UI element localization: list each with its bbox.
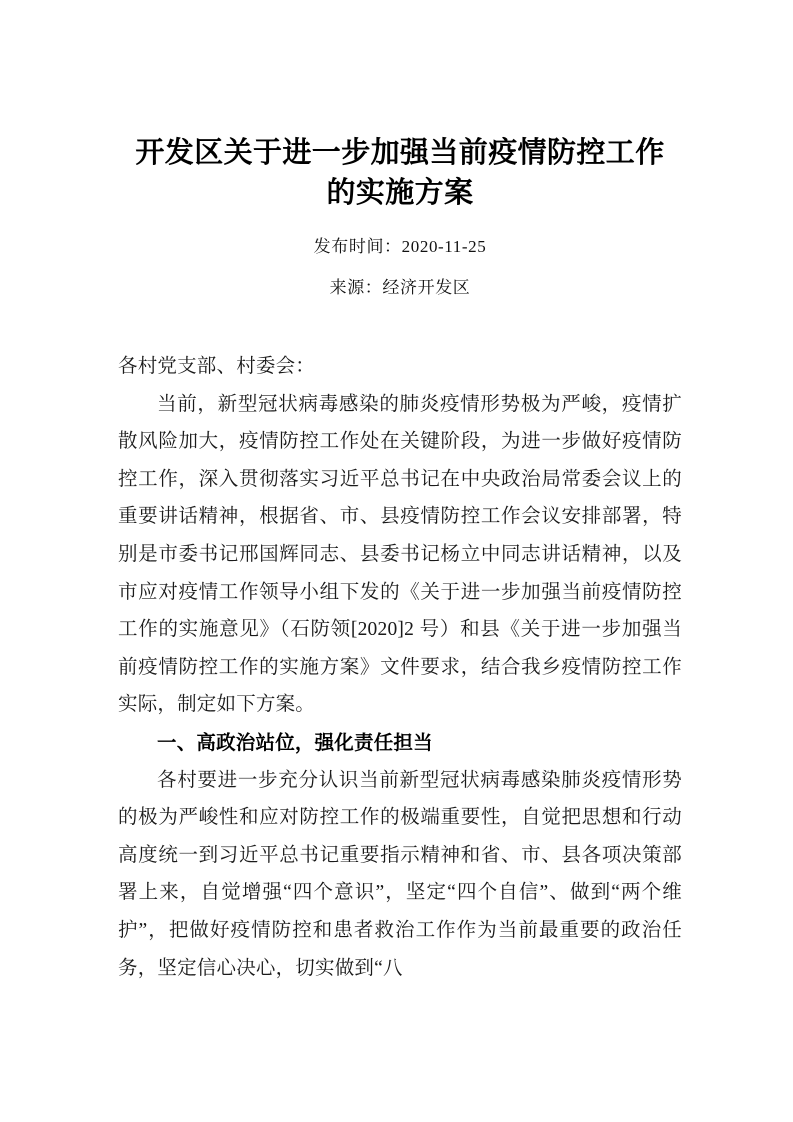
document-content — [118, 348, 682, 987]
section-1-paragraph: 各村要进一步充分认识当前新型冠状病毒感染肺炎疫情形势的极为严峻性和应对防控工作的极端重要性，自觉把思想和行动高度统一到习近平总书记重要指示精神和省、市、县各项决策部署上来，自觉增强“四个意识”，坚定“四个自信”、做到“两个维护”，把做好疫情防控和患者救治工作作为当前最重要的政治任务，坚定信心决心，切实做到“八 — [118, 769, 682, 979]
source-label: 来源：经济开发区 — [329, 278, 471, 297]
section-heading-1: 一、高政治站位，强化责任担当 — [157, 730, 433, 754]
page-title: 开发区关于进一步加强当前疫情防控工作的实施方案 — [135, 137, 665, 209]
title-block — [118, 0, 682, 300]
paragraph-intro: 当前，新型冠状病毒感染的肺炎疫情形势极为严峻，疫情扩散风险加大，疫情防控工作处在关键阶段，为进一步做好疫情防控工作，深入贯彻落实习近平总书记在中央政治局常委会议上的重要讲话精神，根据省、市、县疫情防控工作会议安排部署，特别是市委书记邢国辉同志、县委书记杨立中同志讲话精神，以及市应对疫情工作领导小组下发的《关于进一步加强当前疫情防控工作的实施意见》（石防领[2020]2 号）和县《关于进一步加强当前疫情防控工作的实施方案》文件要求，结合我乡疫情防控工作实际，制定如下方案。 — [118, 393, 682, 716]
salutation: 各村党支部、村委会： — [118, 356, 316, 377]
publish-time: 发布时间：2020-11-25 — [313, 237, 487, 256]
document-body — [118, 0, 682, 987]
